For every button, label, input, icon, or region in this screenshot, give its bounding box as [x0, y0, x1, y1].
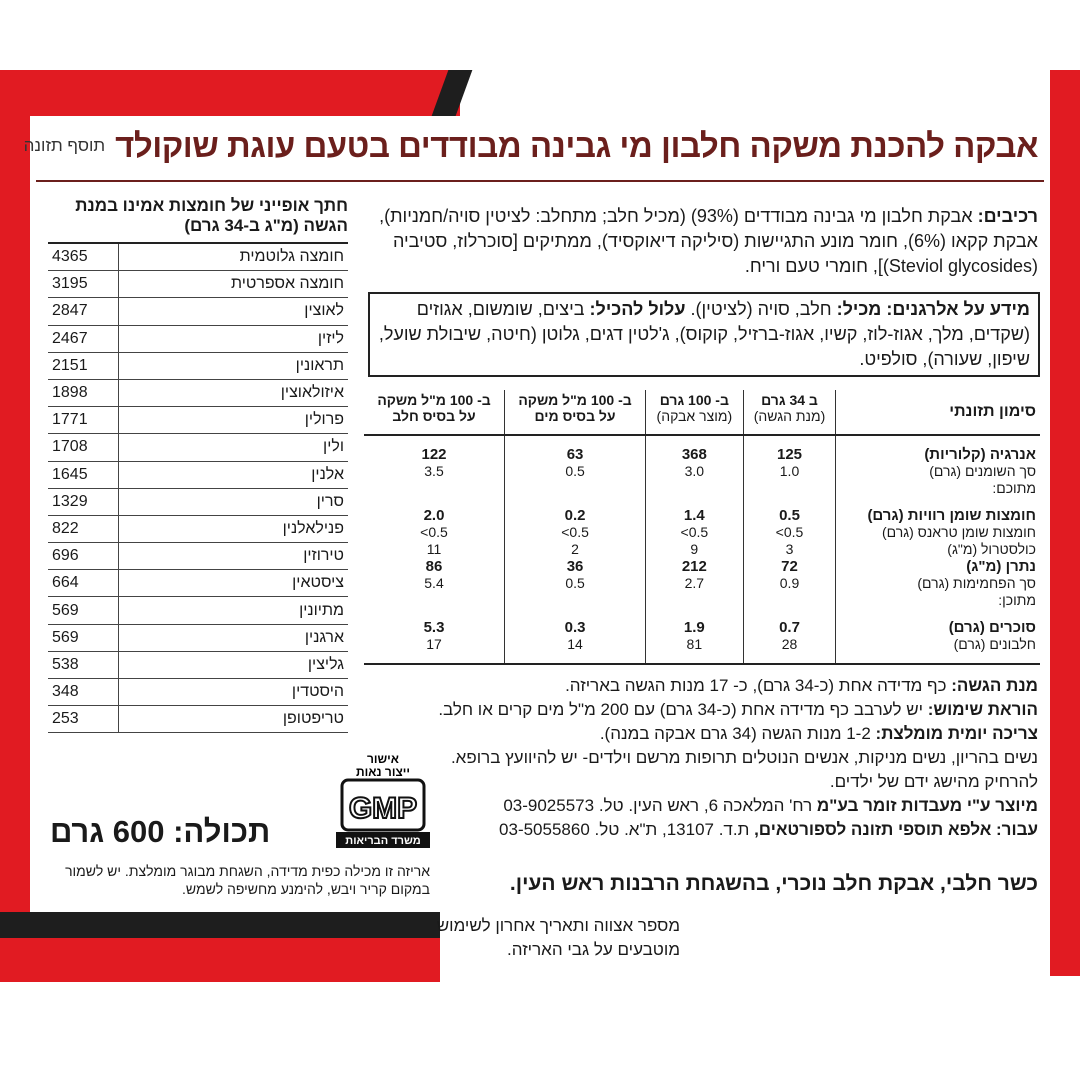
amino-name: חומצה אספרטית [119, 271, 349, 298]
amino-value: 348 [48, 679, 119, 706]
serving-text: כף מדידה אחת (כ-34 גרם), כ- 17 מנות הגשה באריזה. [565, 676, 947, 695]
amino-acid-section [48, 196, 348, 733]
serving-label: מנת הגשה: [951, 676, 1038, 695]
amino-name: מתיונין [119, 597, 349, 624]
amino-name: תראונין [119, 352, 349, 379]
serving-line [368, 674, 1038, 698]
amino-value: 1329 [48, 488, 119, 515]
amino-row [48, 597, 348, 624]
nutrition-value: 3 [743, 541, 836, 558]
nutrition-value: 122 [421, 446, 447, 463]
usage-line [368, 698, 1038, 722]
red-band-top [0, 70, 460, 116]
col2-title: ב- 100 גרם [659, 392, 729, 408]
amino-value: 538 [48, 651, 119, 678]
amino-value: 569 [48, 624, 119, 651]
amino-name: פרולין [119, 407, 349, 434]
nutrition-header [364, 390, 1040, 435]
amino-row [48, 352, 348, 379]
nutrition-value: 0.9 [743, 575, 836, 592]
info-section [368, 674, 1038, 842]
amino-value: 569 [48, 597, 119, 624]
gmp-seal-icon [328, 752, 438, 852]
nutrition-header-col2 [646, 390, 744, 435]
nutrition-label: חלבונים (גרם) [836, 636, 1040, 653]
nutrition-row [364, 575, 1040, 592]
col4-title: ב- 100 מ"ל משקה [377, 392, 491, 408]
nutrition-value: 0.5 [505, 463, 646, 480]
amino-row [48, 298, 348, 325]
amino-row [48, 570, 348, 597]
nutrition-value: 36 [505, 558, 646, 575]
nutrition-value: 0.7 [743, 619, 836, 636]
nutrition-value: 1.0 [743, 463, 836, 480]
amino-value: 2151 [48, 352, 119, 379]
amino-value: 1898 [48, 379, 119, 406]
nutrition-value: 125 [743, 446, 836, 463]
nutrition-value: 11 [426, 541, 442, 557]
nutrition-value: 0.5> [420, 524, 448, 540]
spacer-row [364, 609, 1040, 619]
ingredients-text: אבקת חלבון מי גבינה מבודדים (93%) (מכיל חלב; מתחלב: לציטין סויה/חמניות), אבקת קקאו (6%), חומר מונע התגיישות (סיליקה דיאוקסיד), ממתיקים [סוכרלוז, סטיביה (Steviol glycosides)], חומרי טעם וריח. [379, 206, 1038, 276]
nutrition-value: 2 [505, 541, 646, 558]
amino-name: טריפטופן [119, 706, 349, 733]
nutrition-value [364, 592, 505, 609]
nutrition-row [364, 463, 1040, 480]
amino-value: 696 [48, 543, 119, 570]
amino-name: סרין [119, 488, 349, 515]
nutrition-value: 0.3 [505, 619, 646, 636]
amino-row [48, 434, 348, 461]
red-band-left [0, 116, 30, 912]
amino-row [48, 271, 348, 298]
nutrition-value: 2.7 [646, 575, 744, 592]
amino-value: 1708 [48, 434, 119, 461]
allergy-may-text: ביצים, שומשום, אגוזים (שקדים, מלך, אגוז-לוז, קשיו, אגוז-ברזיל, קוקוס), ג'לטין דגים, גלוטן (חיטה, שיבולת שועל, שיפון, שעורה), סולפיט. [378, 299, 1030, 369]
amino-row [48, 624, 348, 651]
col4-sub: על בסיס חלב [392, 408, 476, 424]
nutrition-row [364, 636, 1040, 653]
distributor-label: עבור: אלפא תוספי תזונה לספורטאים, [754, 820, 1038, 839]
label-panel [23, 116, 1050, 912]
nutrition-value: 0.5 [505, 575, 646, 592]
amino-row [48, 488, 348, 515]
black-band-bottom [0, 912, 440, 938]
nutrition-value: 5.4 [424, 575, 444, 591]
gmp-stamp [328, 752, 438, 857]
daily-label: צריכה יומית מומלצת: [875, 724, 1038, 743]
nutrition-body [364, 435, 1040, 664]
nutrition-label: סוכרים (גרם) [836, 619, 1040, 636]
amino-name: גליצין [119, 651, 349, 678]
nutrition-table [364, 390, 1040, 665]
nutrition-value: 0.5> [646, 524, 744, 541]
title-divider [36, 180, 1044, 182]
amino-value: 1645 [48, 461, 119, 488]
usage-text: יש לערבב כף מדידה אחת (כ-34 גרם) עם 200 מ"ל מים קרים או חלב. [438, 700, 924, 719]
daily-text: 1-2 מנות הגשה (34 גרם אבקה במנה). [599, 724, 871, 743]
spacer-row [364, 497, 1040, 507]
nutrition-value: 72 [743, 558, 836, 575]
nutrition-label: סך הפחמימות (גרם) [836, 575, 1040, 592]
usage-label: הוראת שימוש: [927, 700, 1038, 719]
nutrition-label: סך השומנים (גרם) [836, 463, 1040, 480]
manufacturer-label: מיוצר ע"י מעבדות זומר בע"מ [816, 796, 1038, 815]
nutrition-label: מתוכם: [836, 480, 1040, 497]
amino-name: ליזין [119, 325, 349, 352]
nutrition-value: 28 [743, 636, 836, 653]
allergy-box [368, 292, 1040, 377]
spacer-row [364, 435, 1040, 446]
amino-value: 253 [48, 706, 119, 733]
nutrition-value: 368 [646, 446, 744, 463]
nutrition-label: חומצות שומן רוויות (גרם) [836, 507, 1040, 524]
amino-row [48, 515, 348, 542]
nutrition-value: 2.0 [423, 507, 445, 524]
nutrition-value: 0.2 [505, 507, 646, 524]
kosher-statement: כשר חלבי, אבקת חלב נוכרי, בהשגחת הרבנות ראש העין. [509, 872, 1038, 895]
ingredients [374, 204, 1038, 279]
nutrition-value: 0.5> [505, 524, 646, 541]
nutrition-row [364, 524, 1040, 541]
product-title: אבקה להכנת משקה חלבון מי גבינה מבודדים בטעם עוגת שוקולד [115, 127, 1038, 164]
amino-name: היסטדין [119, 679, 349, 706]
nutrition-header-col3 [505, 390, 646, 435]
nutrition-label: נתרן (מ"ג) [836, 558, 1040, 575]
nutrition-row [364, 558, 1040, 575]
amino-title: חתך אופייני של חומצות אמינו במנת הגשה (מ"ג ב-34 גרם) [75, 196, 348, 235]
manufacturer-text: רח' המלאכה 6, ראש העין. טל. 03-9025573 [503, 796, 813, 815]
amino-value: 4365 [48, 243, 119, 271]
nutrition-header-col1 [743, 390, 836, 435]
nutrition-value [505, 480, 646, 497]
nutrition-header-label: סימון תזונתי [836, 390, 1040, 435]
amino-table [48, 242, 348, 733]
amino-value: 1771 [48, 407, 119, 434]
amino-name: ציסטאין [119, 570, 349, 597]
amino-name: איזולאוצין [119, 379, 349, 406]
nutrition-value: 86 [425, 558, 443, 575]
daily-line [368, 722, 1038, 746]
amino-row [48, 407, 348, 434]
nutrition-value: 9 [646, 541, 744, 558]
col1-title: ב 34 גרם [761, 392, 818, 408]
nutrition-value [646, 480, 744, 497]
nutrition-value: 3.0 [646, 463, 744, 480]
col1-sub: (מנת הגשה) [753, 408, 826, 424]
nutrition-row [364, 619, 1040, 636]
nutrition-row [364, 480, 1040, 497]
amino-row [48, 461, 348, 488]
nutrition-value: 0.5 [743, 507, 836, 524]
nutrition-value: 1.4 [646, 507, 744, 524]
amino-value: 2467 [48, 325, 119, 352]
nutrition-value: 81 [646, 636, 744, 653]
svg-text:GMP: GMP [348, 792, 418, 825]
product-subtitle: תוסף תזונה [23, 136, 106, 155]
nutrition-value: 14 [505, 636, 646, 653]
col2-sub: (מוצר אבקה) [656, 408, 733, 424]
allergy-label: מידע על אלרגנים: [886, 299, 1030, 319]
amino-value: 2847 [48, 298, 119, 325]
nutrition-label: אנרגיה (קלוריות) [836, 446, 1040, 463]
amino-name: טירוזין [119, 543, 349, 570]
distributor-text: ת.ד. 13107, ת"א. טל. 03-5055860 [499, 820, 750, 839]
nutrition-value: 1.9 [646, 619, 744, 636]
manufacturer-line [368, 794, 1038, 818]
red-band-right [1050, 116, 1080, 976]
nutrition-header-col4 [364, 390, 505, 435]
amino-name: פנילאלנין [119, 515, 349, 542]
nutrition-value: 5.3 [423, 619, 445, 636]
amino-name: לאוצין [119, 298, 349, 325]
nutrition-value [743, 480, 836, 497]
amino-value: 3195 [48, 271, 119, 298]
amino-name: חומצה גלוטמית [119, 243, 349, 271]
red-band-top-right [1050, 70, 1080, 120]
distributor-line [368, 818, 1038, 842]
nutrition-row [364, 446, 1040, 463]
amino-value: 664 [48, 570, 119, 597]
nutrition-value: 0.5> [743, 524, 836, 541]
storage-warning: אריזה זו מכילה כפית מדידה, השגחת מבוגר מומלצת. יש לשמור במקום קריר ויבש, להימנע מחשיפה לשמש. [65, 863, 430, 897]
nutrition-value [743, 592, 836, 609]
col3-sub: על בסיס מים [534, 408, 616, 424]
net-content: תכולה: 600 גרם [50, 814, 271, 849]
amino-name: ארגנין [119, 624, 349, 651]
title-row [23, 116, 1038, 176]
svg-text:משרד הבריאות: משרד הבריאות [345, 835, 421, 847]
allergy-contains-text: חלב, סויה (לציטין). [690, 299, 832, 319]
nutrition-row [364, 541, 1040, 558]
amino-row [48, 379, 348, 406]
allergy-may-label: עלול להכיל: [589, 299, 686, 319]
amino-value: 822 [48, 515, 119, 542]
nutrition-label: חומצות שומן טראנס (גרם) [836, 524, 1040, 541]
batch-expiry-note: מספר אצווה ותאריך אחרון לשימוש מוטבעים על גבי האריזה. [436, 916, 680, 959]
amino-row [48, 706, 348, 733]
amino-row [48, 243, 348, 271]
svg-text:אישור: אישור [366, 752, 400, 766]
ingredients-label: רכיבים: [977, 206, 1038, 226]
amino-name: אלנין [119, 461, 349, 488]
allergy-contains-label: מכיל: [836, 299, 882, 319]
nutrition-value: 17 [426, 636, 442, 652]
nutrition-label: כולסטרול (מ"ג) [836, 541, 1040, 558]
svg-text:ייצור נאות: ייצור נאות [355, 765, 411, 779]
amino-row [48, 679, 348, 706]
nutrition-label: מתוכן: [836, 592, 1040, 609]
col3-title: ב- 100 מ"ל משקה [518, 392, 632, 408]
amino-row [48, 651, 348, 678]
nutrition-value [505, 592, 646, 609]
nutrition-row [364, 592, 1040, 609]
nutrition-row [364, 507, 1040, 524]
amino-row [48, 543, 348, 570]
nutrition-value: 63 [505, 446, 646, 463]
amino-name: ולין [119, 434, 349, 461]
caution-text: נשים בהריון, נשים מניקות, אנשים הנוטלים תרופות מרשם וילדים- יש להיוועץ ברופא. להרחיק מהישג ידם של ילדים. [450, 748, 1038, 791]
nutrition-value: 212 [646, 558, 744, 575]
nutrition-value: 3.5 [424, 463, 444, 479]
nutrition-value [364, 480, 505, 497]
nutrition-value [646, 592, 744, 609]
amino-row [48, 325, 348, 352]
spacer-row [364, 653, 1040, 664]
